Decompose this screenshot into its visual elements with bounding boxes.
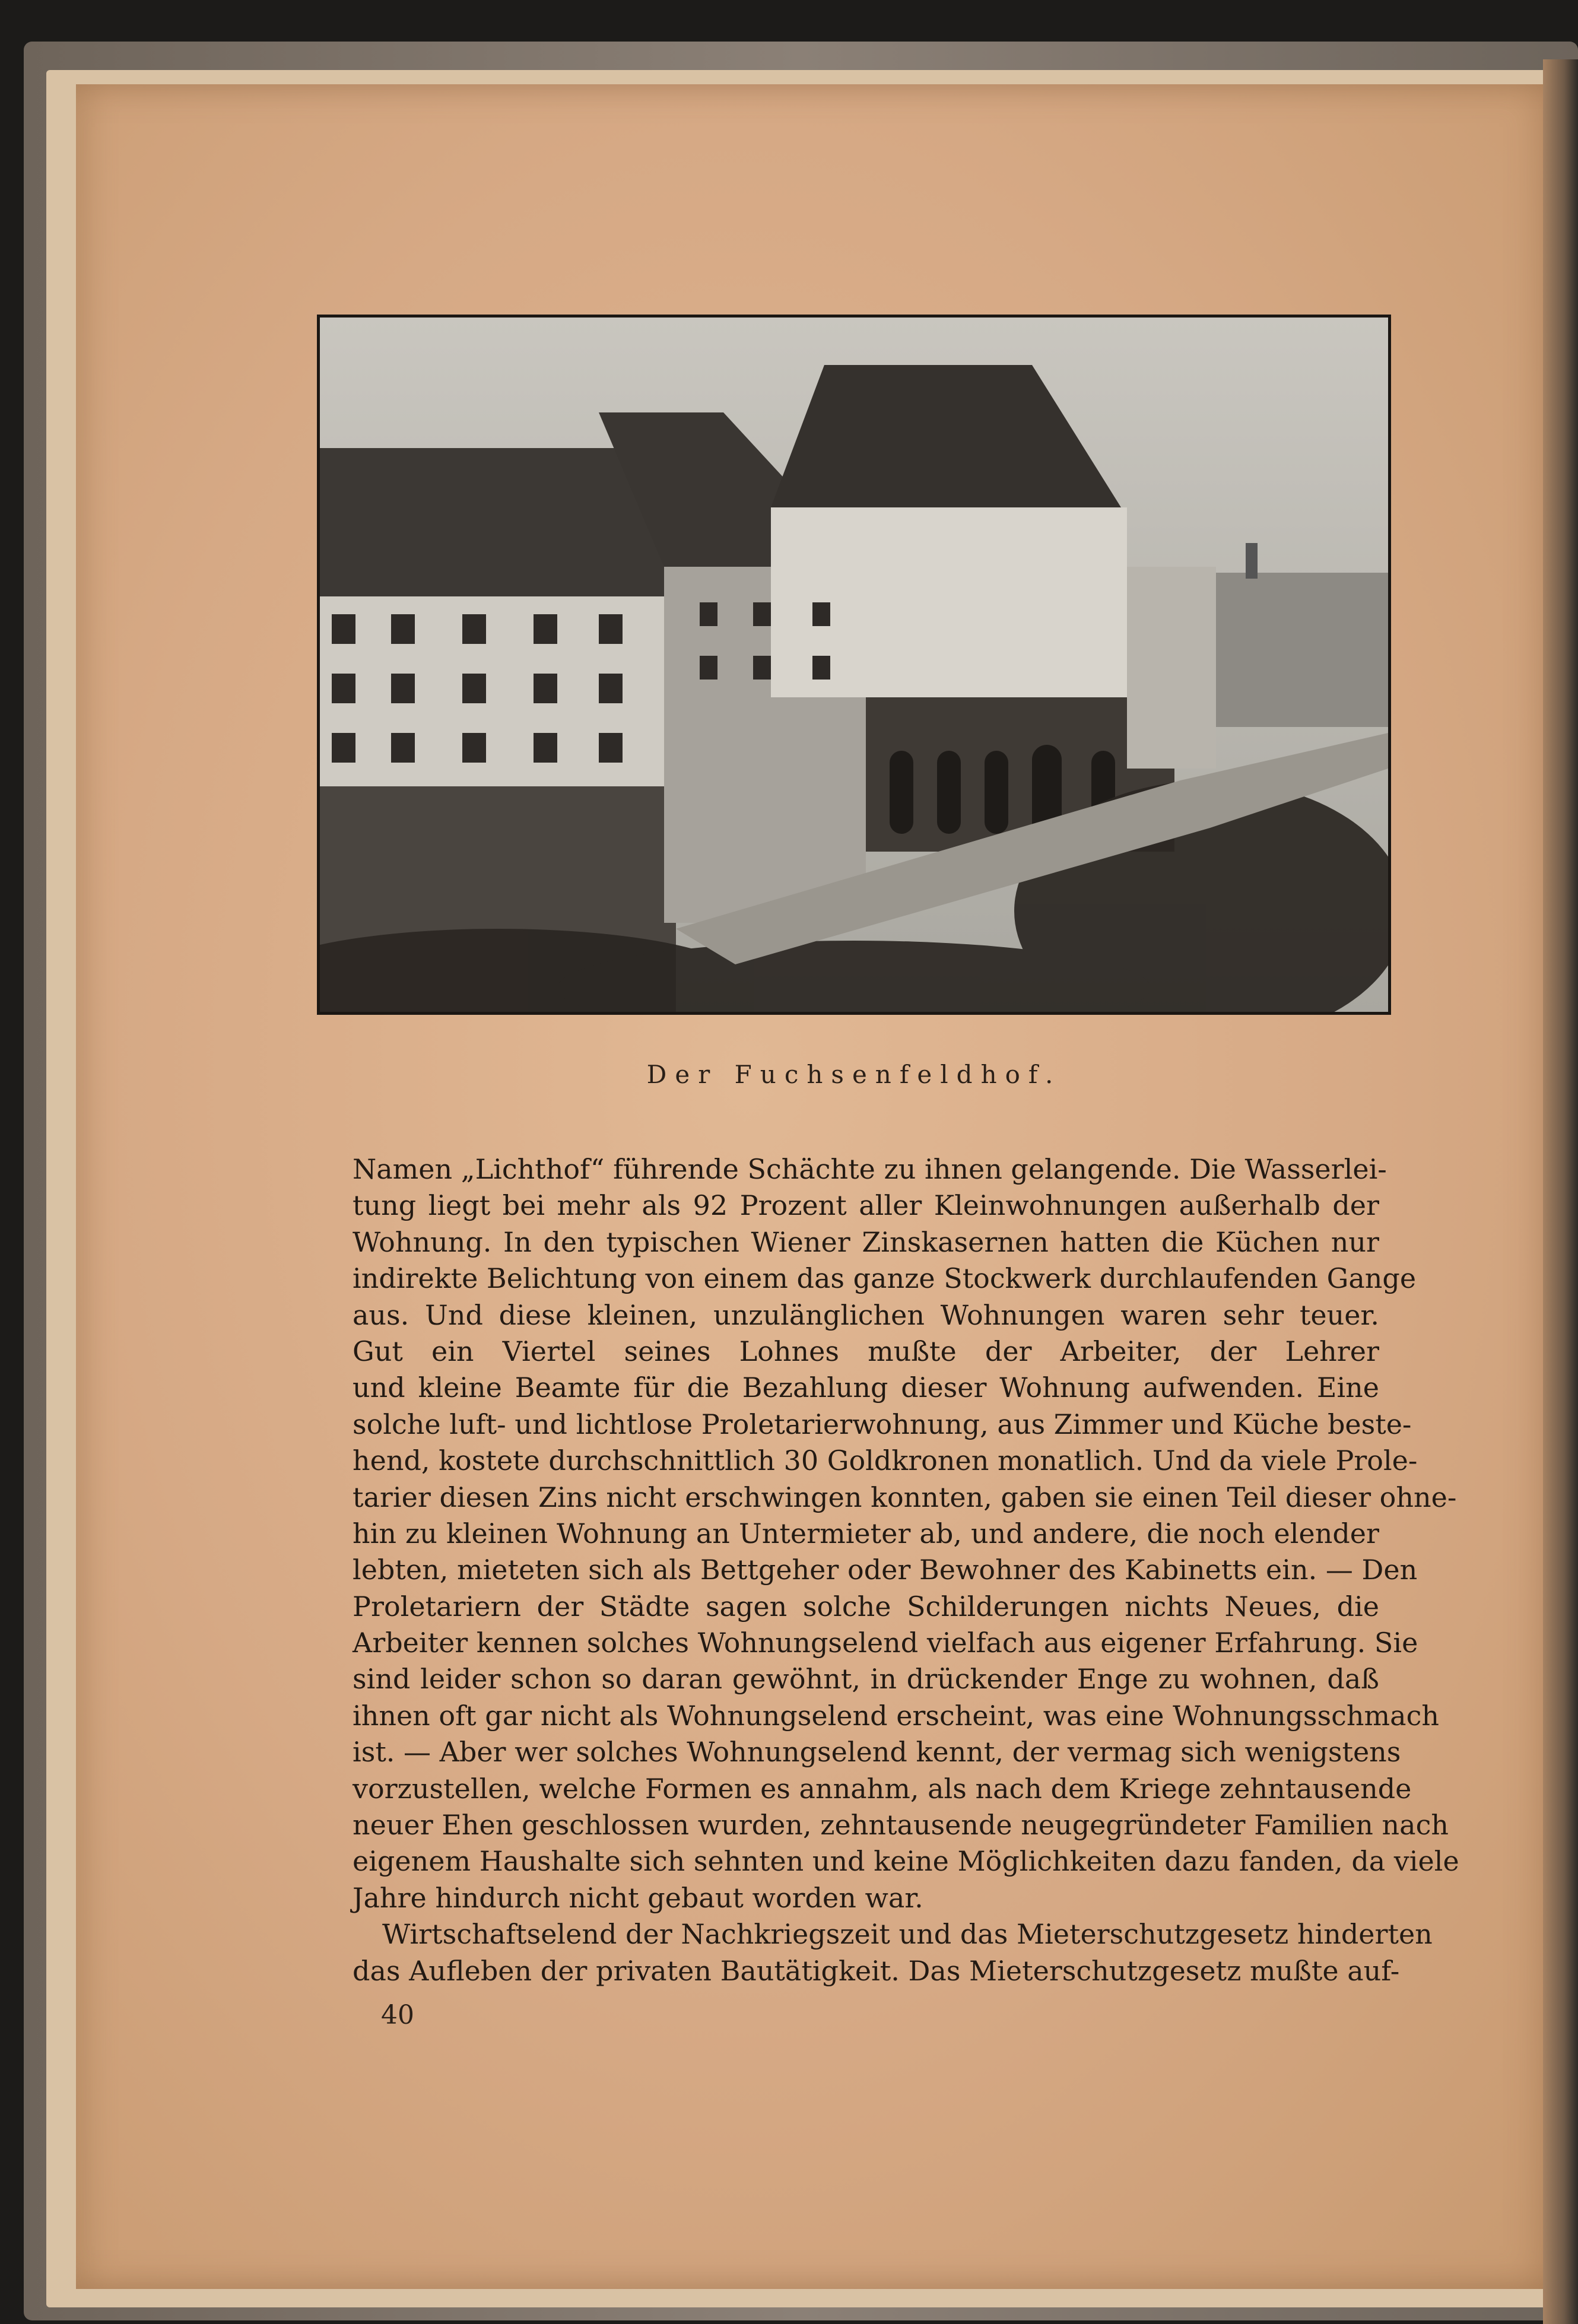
text-line: indirekte Belichtung von einem das ganze Stockwerk durchlaufenden Gange [353, 1262, 1417, 1295]
text-line: Wirtschaftselend der Nachkriegszeit und das Mieterschutzgesetz hinderten [382, 1918, 1433, 1951]
text-line: und kleine Beamte für die Bezahlung dieser Wohnung aufwenden. Eine [353, 1371, 1379, 1404]
text-line: hin zu kleinen Wohnung an Untermieter ab, und andere, die noch elender [353, 1517, 1379, 1550]
text-line: Arbeiter kennen solches Wohnungselend vielfach aus eigener Erfahrung. Sie [353, 1627, 1418, 1659]
fuchsenfeldhof-photo [320, 318, 1388, 1012]
text-line: Jahre hindurch nicht gebaut worden war. [353, 1881, 923, 1914]
text-line: solche luft- und lichtlose Proletarierwohnung, aus Zimmer und Küche beste- [353, 1408, 1412, 1440]
body-text [353, 1151, 1459, 1989]
page-number: 40 [381, 2000, 414, 2030]
text-line: vorzustellen, welche Formen es annahm, als nach dem Kriege zehntausende [353, 1772, 1412, 1805]
text-line: lebten, mieteten sich als Bettgeher oder Bewohner des Kabinetts ein. — Den [353, 1554, 1418, 1586]
book-spine [1543, 59, 1578, 2324]
text-line: das Aufleben der privaten Bautätigkeit. Das Mieterschutzgesetz mußte auf- [353, 1954, 1400, 1987]
text-line: tung liegt bei mehr als 92 Prozent aller Kleinwohnungen außerhalb der [353, 1189, 1379, 1222]
text-line: Namen „Lichthof“ führende Schächte zu ihnen gelangende. Die Wasserlei- [353, 1153, 1387, 1185]
text-line: Proletariern der Städte sagen solche Schilderungen nichts Neues, die [353, 1590, 1379, 1623]
text-line: hend, kostete durchschnittlich 30 Goldkronen monatlich. Und da viele Prole- [353, 1444, 1418, 1477]
text-line: neuer Ehen geschlossen wurden, zehntausende neugegründeter Familien nach [353, 1809, 1449, 1842]
text-line: tarier diesen Zins nicht erschwingen konnten, gaben sie einen Teil dieser ohne- [353, 1481, 1457, 1513]
text-line: ist. — Aber wer solches Wohnungselend kennt, der vermag sich wenigstens [353, 1736, 1401, 1769]
text-line: Gut ein Viertel seines Lohnes mußte der Arbeiter, der Lehrer [353, 1335, 1379, 1367]
text-line: ihnen oft gar nicht als Wohnungselend erscheint, was eine Wohnungsschmach [353, 1699, 1439, 1732]
building-photo [317, 315, 1391, 1015]
text-line: sind leider schon so daran gewöhnt, in drückender Enge zu wohnen, daß [353, 1663, 1379, 1696]
text-line: Wohnung. In den typischen Wiener Zinskasernen hatten die Küchen nur [353, 1226, 1379, 1258]
text-line: aus. Und diese kleinen, unzulänglichen Wohnungen waren sehr teuer. [353, 1298, 1379, 1331]
photo-caption: Der Fuchsenfeldhof. [646, 1060, 1062, 1089]
text-line: eigenem Haushalte sich sehnten und keine Möglichkeiten dazu fanden, da viele [353, 1845, 1459, 1878]
